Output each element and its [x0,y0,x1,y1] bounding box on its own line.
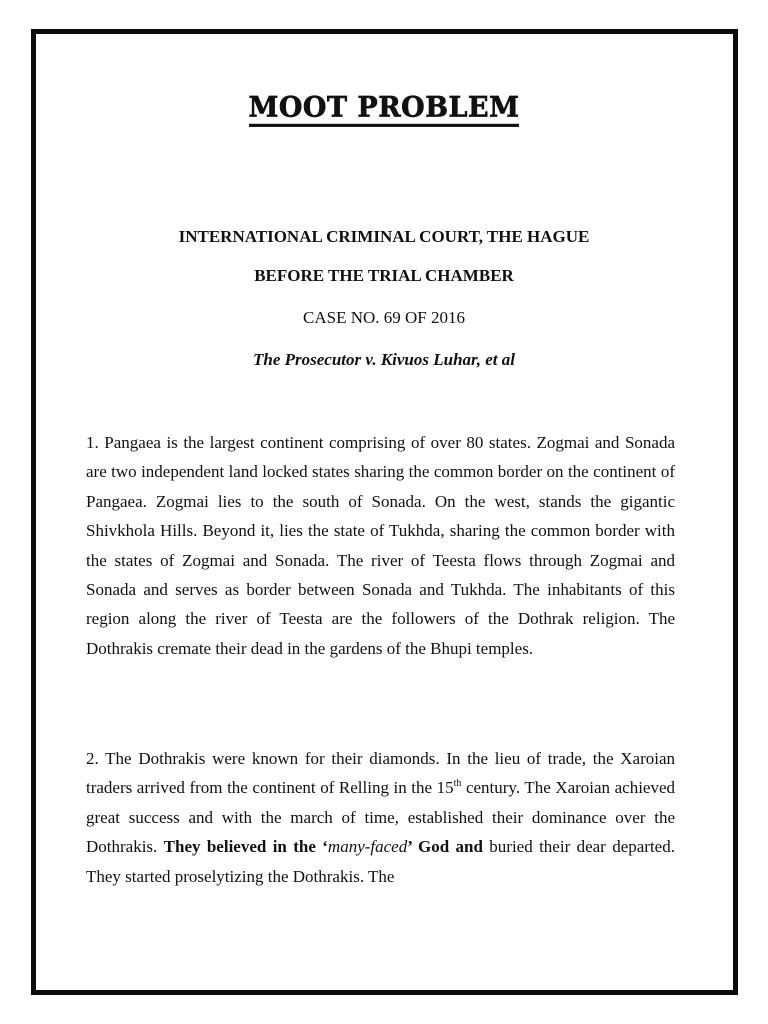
chamber-heading: BEFORE THE TRIAL CHAMBER [254,266,514,285]
document-title-text: MOOT PROBLEM [249,91,520,127]
paragraph-2 [86,744,675,891]
paragraph-2-bold-a: They believed in the ‘ [163,837,328,857]
paragraph-2-text-a: 2. The Dothrakis were known for their diamonds. In the lieu of trade, the Xaroian traders arrived from the continent of Relling in the 15 [86,749,675,798]
paragraph-2-italic: many-faced [327,837,408,857]
paragraph-2-text-b: century. The Xaroian achieved great success and with the march of time, established their dominance over the Dothrakis. [86,778,676,857]
paragraph-2-bold-b: ’ God and [407,837,483,857]
ordinal-superscript: th [453,778,462,790]
case-number: CASE NO. 69 OF 2016 [303,308,465,327]
court-heading: INTERNATIONAL CRIMINAL COURT, THE HAGUE [178,227,590,246]
paragraph-1: 1. Pangaea is the largest continent comprising of over 80 states. Zogmai and Sonada are two independent land locked states sharing the common border on the continent of Pangaea. Zogmai lies to the south of Sonada. On the west, stands the gigantic Shivkhola Hills. Beyond it, lies the state of Tukhda, sharing the common border with the states of Zogmai and Sonada. The river of Teesta flows through Zogmai and Sonada and serves as border between Sonada and Tukhda. The inhabitants of this region along the river of Teesta are the followers of the Dothrak religion. The Dothrakis cremate their dead in the gardens of the Bhupi temples. [86,433,675,658]
paragraph-2-text-c: buried their dear departed. They started proselytizing the Dothrakis. The [86,837,675,886]
case-name: The Prosecutor v. Kivuos Luhar, et al [253,350,515,369]
document-title [0,91,768,124]
